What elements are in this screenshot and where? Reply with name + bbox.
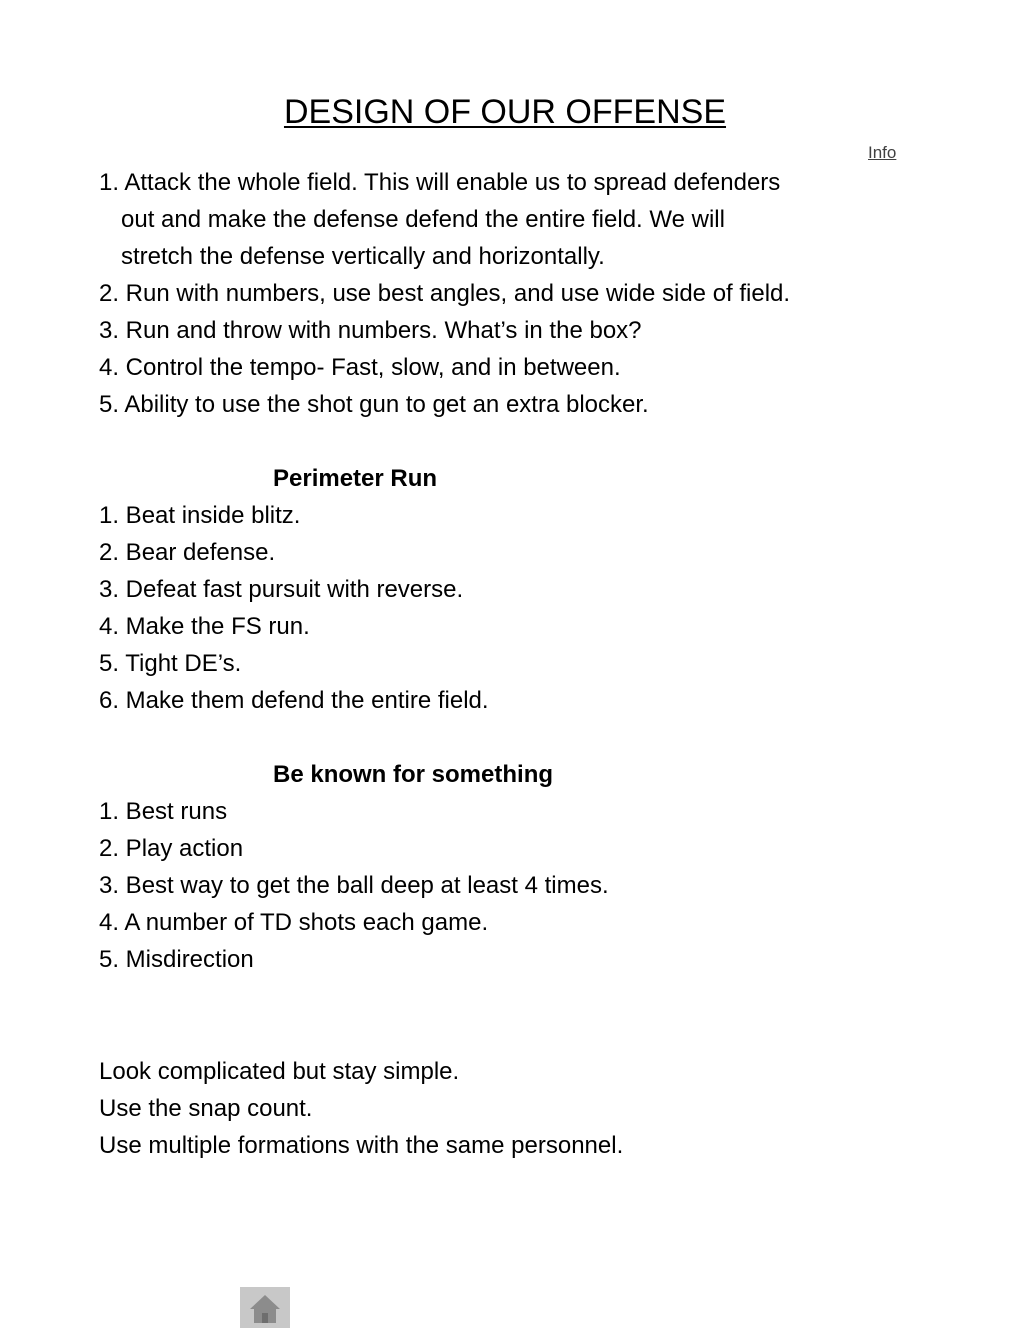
perimeter-run-item: 4. Make the FS run.	[99, 613, 310, 640]
perimeter-run-heading: Perimeter Run	[273, 465, 438, 492]
principle-4: 4. Control the tempo- Fast, slow, and in between.	[99, 354, 621, 381]
principle-1-line-1: 1. Attack the whole field. This will enable us to spread defenders	[99, 169, 781, 196]
closing-line: Look complicated but stay simple.	[99, 1058, 460, 1085]
home-icon	[249, 1292, 281, 1324]
principle-1-line-2: out and make the defense defend the entire field. We will	[121, 206, 725, 233]
home-button[interactable]	[240, 1287, 290, 1328]
be-known-heading: Be known for something	[273, 761, 554, 788]
closing-line: Use multiple formations with the same personnel.	[99, 1132, 624, 1159]
closing-line: Use the snap count.	[99, 1095, 313, 1122]
be-known-item: 1. Best runs	[99, 798, 228, 825]
principle-3: 3. Run and throw with numbers. What’s in the box?	[99, 317, 642, 344]
info-link[interactable]: Info	[868, 143, 897, 162]
principle-1-line-3: stretch the defense vertically and horizontally.	[121, 243, 605, 270]
principle-5: 5. Ability to use the shot gun to get an extra blocker.	[99, 391, 649, 418]
perimeter-run-item: 3. Defeat fast pursuit with reverse.	[99, 576, 464, 603]
be-known-item: 2. Play action	[99, 835, 244, 862]
principle-2: 2. Run with numbers, use best angles, and use wide side of field.	[99, 280, 791, 307]
perimeter-run-item: 6. Make them defend the entire field.	[99, 687, 489, 714]
perimeter-run-item: 5. Tight DE’s.	[99, 650, 242, 677]
be-known-item: 4. A number of TD shots each game.	[99, 909, 489, 936]
perimeter-run-item: 1. Beat inside blitz.	[99, 502, 301, 529]
perimeter-run-item: 2. Bear defense.	[99, 539, 276, 566]
be-known-item: 5. Misdirection	[99, 946, 254, 973]
be-known-item: 3. Best way to get the ball deep at least 4 times.	[99, 872, 609, 899]
page-title: DESIGN OF OUR OFFENSE	[283, 93, 727, 131]
